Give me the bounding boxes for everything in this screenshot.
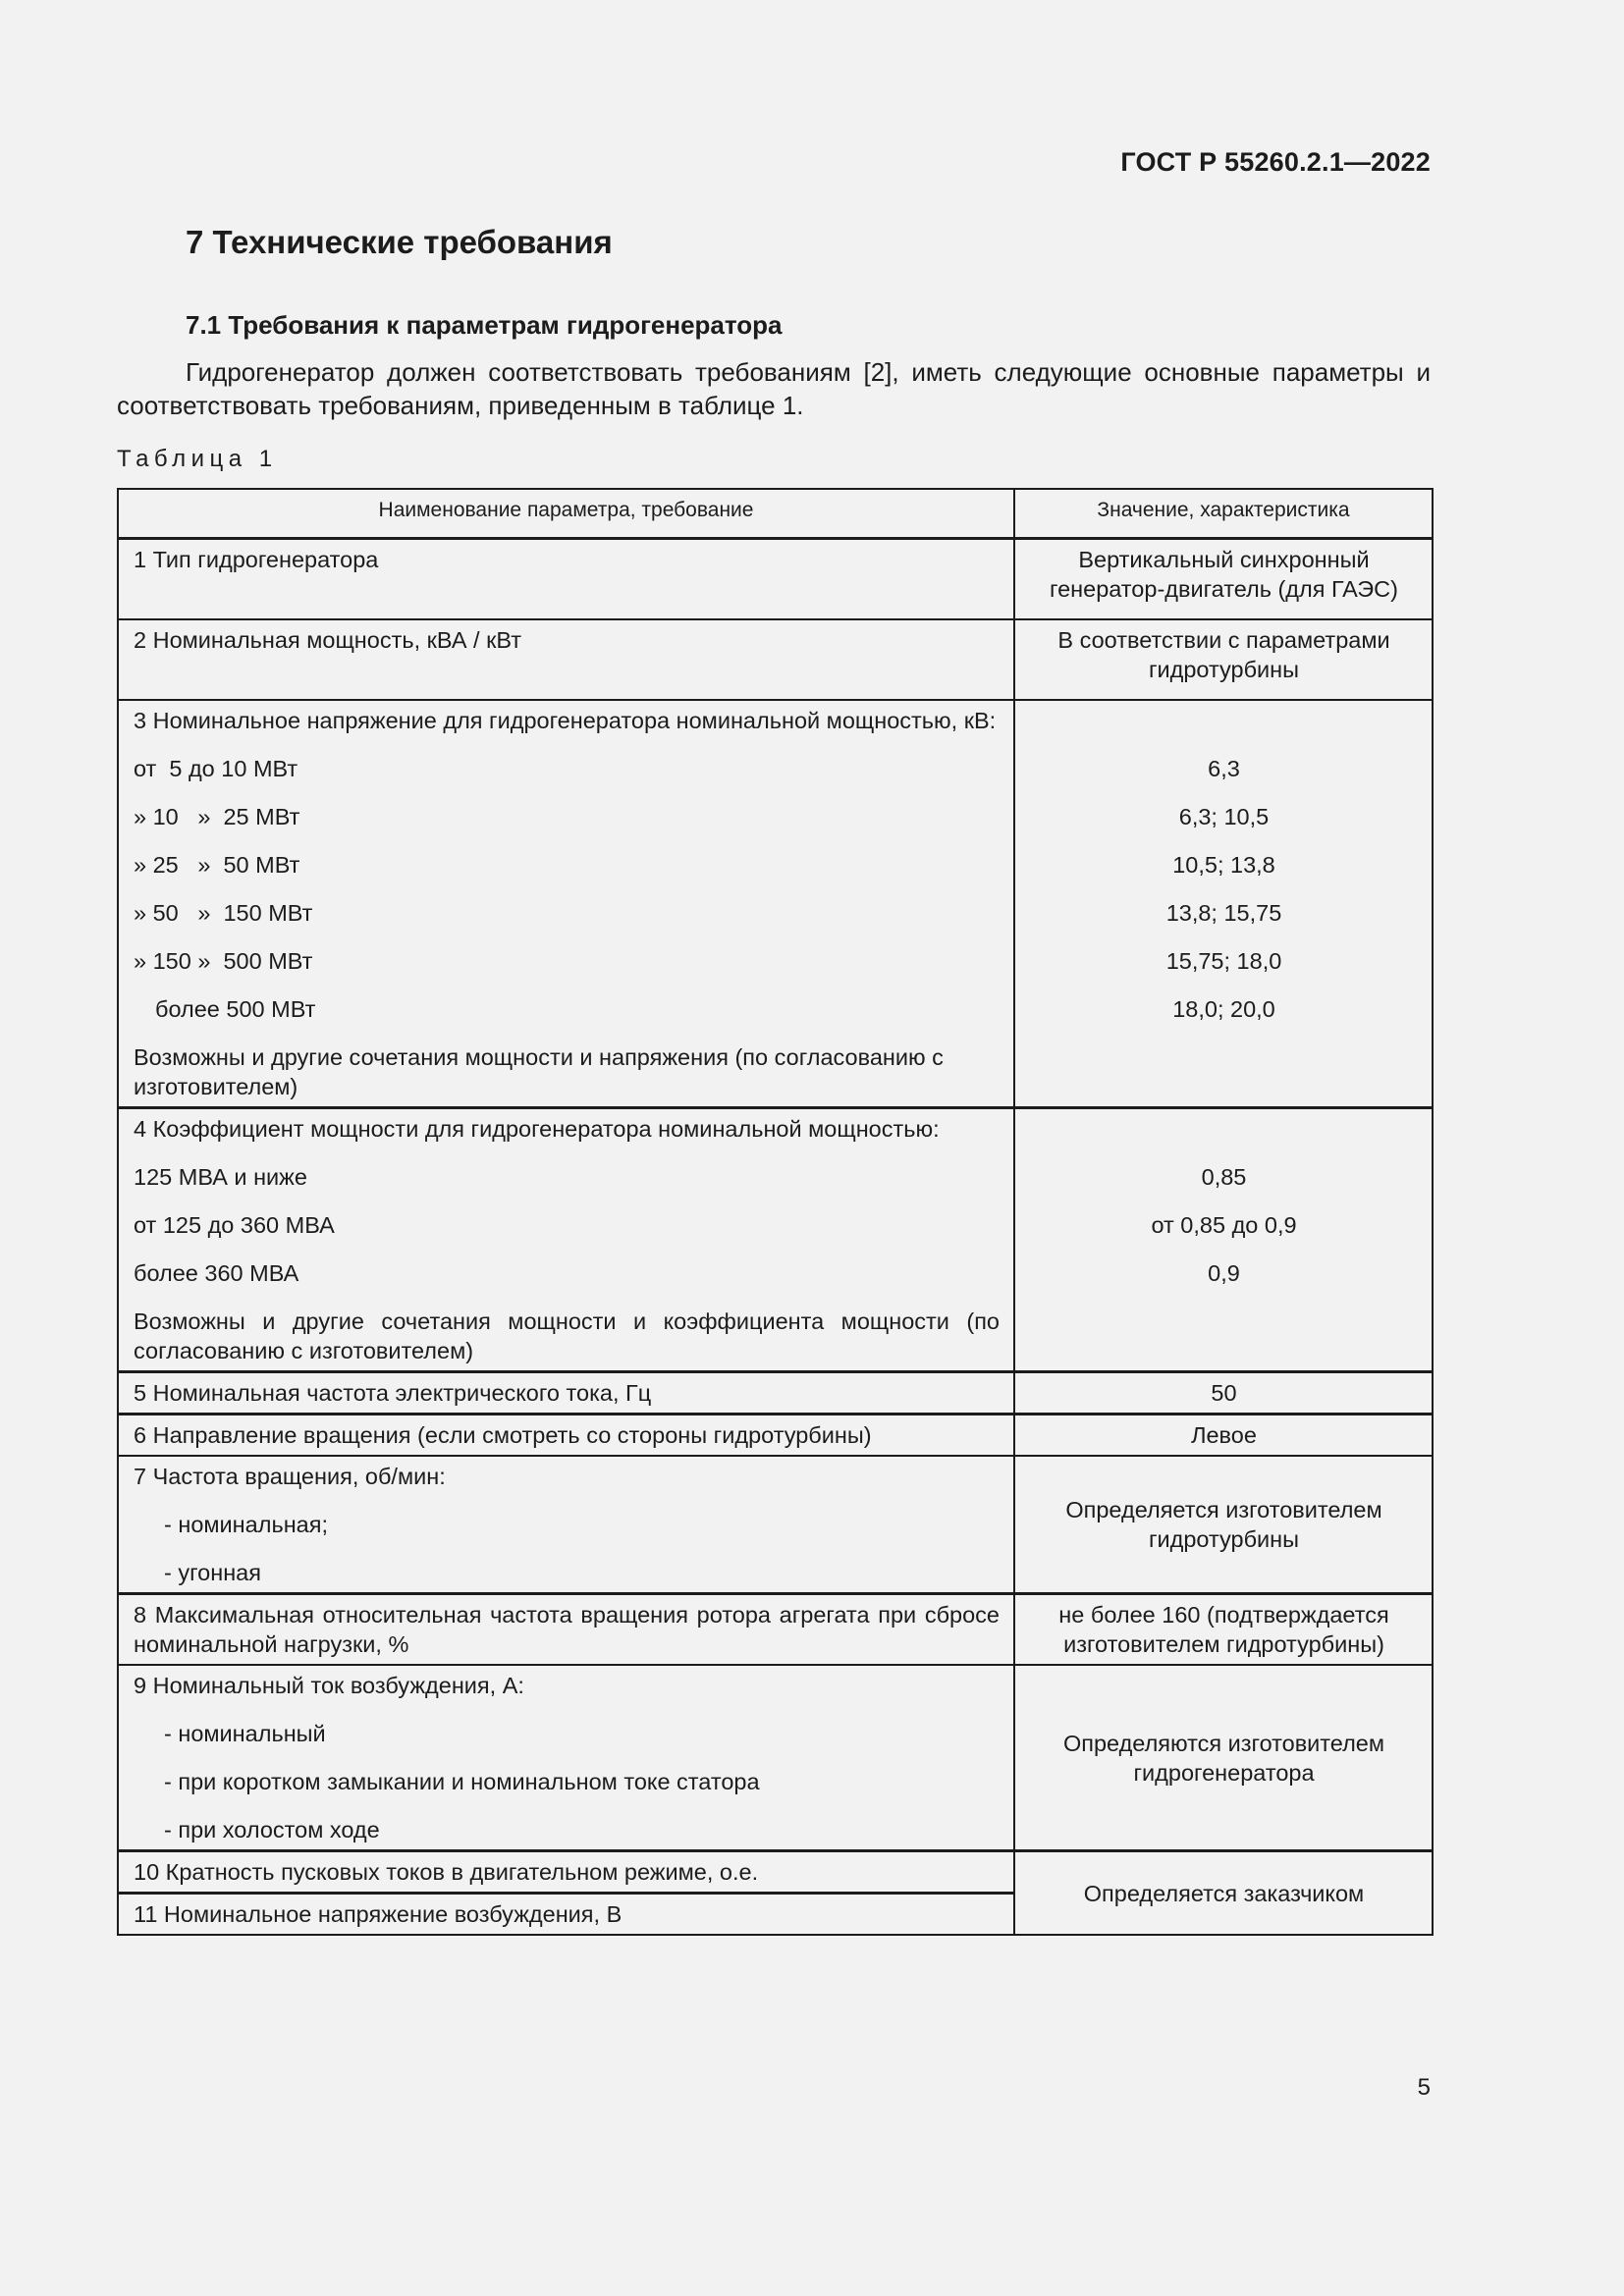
table-row [118,619,1433,700]
table-header-row [118,489,1433,539]
table-row [118,1594,1433,1666]
row-3-name [118,700,1014,1108]
row-1-value: Вертикальный синхронный генератор-двигатель (для ГАЭС) [1014,539,1433,620]
table-row [118,1372,1433,1415]
section-title: 7 Технические требования [186,224,613,260]
row-8-name: 8 Максимальная относительная частота вращения ротора агрегата при сбросе номинальной нагрузки, % [118,1594,1014,1666]
row-3-item-label: от 5 до 10 МВт [134,756,298,781]
row-8-value: не более 160 (подтверждается изготовителем гидротурбины) [1014,1594,1433,1666]
row-4-item-value: от 0,85 до 0,9 [1151,1212,1297,1238]
row-7-item: - номинальная; [164,1512,328,1537]
table-row [118,700,1433,1108]
row-3-item-label: » 50 » 150 МВт [134,900,313,926]
row-3-values [1014,700,1433,1108]
row-3-item-label: более 500 МВт [155,996,316,1022]
row-3-item-value: 15,75; 18,0 [1165,948,1282,974]
row-9-item: - при коротком замыкании и номинальном токе статора [164,1769,760,1794]
table-row [118,1665,1433,1851]
row-7-value: Определяется изготовителем гидротурбины [1014,1456,1433,1594]
row-9-name [118,1665,1014,1851]
row-6-name: 6 Направление вращения (если смотреть со стороны гидротурбины) [118,1415,1014,1457]
row-4-title: 4 Коэффициент мощности для гидрогенератора номинальной мощностью: [134,1116,940,1142]
row-3-item-value: 6,3; 10,5 [1178,804,1270,829]
row-11-name: 11 Номинальное напряжение возбуждения, В [118,1894,1014,1936]
document-code: ГОСТ Р 55260.2.1—2022 [1120,147,1431,177]
table-row [118,1108,1433,1372]
row-9-item: - при холостом ходе [164,1817,380,1842]
table-row [118,1456,1433,1594]
row-3-item-label: » 10 » 25 МВт [134,804,300,829]
table-caption: Таблица 1 [117,446,278,472]
row-5-value: 50 [1014,1372,1433,1415]
subsection-title: 7.1 Требования к параметрам гидрогенератора [186,310,783,340]
row-4-name [118,1108,1014,1372]
row-4-item-value: 0,9 [1208,1260,1240,1286]
row-3-item-value: 6,3 [1208,756,1240,781]
row-3-item-label: » 25 » 50 МВт [134,852,300,878]
row-3-note: Возможны и другие сочетания мощности и напряжения (по согласованию с изготовителем) [134,1044,944,1099]
table-row [118,1415,1433,1457]
parameters-table [117,488,1434,1936]
row-3-item-label: » 150 » 500 МВт [134,948,313,974]
row-2-value: В соответствии с параметрами гидротурбины [1014,619,1433,700]
table-row [118,1851,1433,1894]
row-10-name: 10 Кратность пусковых токов в двигательном режиме, о.е. [118,1851,1014,1894]
table-row [118,539,1433,620]
row-4-note: Возможны и другие сочетания мощности и коэффициента мощности (по согласованию с изготовителем) [134,1308,1000,1363]
row-3-item-value: 13,8; 15,75 [1165,900,1282,926]
row-3-item-value: 10,5; 13,8 [1172,852,1275,878]
page-number: 5 [1417,2074,1431,2101]
row-4-item-value: 0,85 [1201,1164,1247,1190]
row-1-name: 1 Тип гидрогенератора [118,539,1014,620]
row-4-values [1014,1108,1433,1372]
row-3-item-value: 18,0; 20,0 [1172,996,1275,1022]
row-4-item-label: от 125 до 360 МВА [134,1212,335,1238]
row-9-value: Определяются изготовителем гидрогенератора [1014,1665,1433,1851]
row-9-title: 9 Номинальный ток возбуждения, А: [134,1673,524,1698]
row-5-name: 5 Номинальная частота электрического тока, Гц [118,1372,1014,1415]
row-6-value: Левое [1014,1415,1433,1457]
row-9-item: - номинальный [164,1721,326,1746]
column-header-value: Значение, характеристика [1014,489,1433,539]
row-4-item-label: 125 МВА и ниже [134,1164,307,1190]
row-7-item: - угонная [164,1560,261,1585]
row-10-11-value: Определяется заказчиком [1014,1851,1433,1936]
row-3-title: 3 Номинальное напряжение для гидрогенератора номинальной мощностью, кВ: [134,708,997,733]
column-header-parameter: Наименование параметра, требование [118,489,1014,539]
row-2-name: 2 Номинальная мощность, кВА / кВт [118,619,1014,700]
row-4-item-label: более 360 МВА [134,1260,299,1286]
row-7-title: 7 Частота вращения, об/мин: [134,1464,446,1489]
intro-paragraph: Гидрогенератор должен соответствовать требованиям [2], иметь следующие основные параметры и соответствовать требованиям, приведенным в таблице 1. [117,357,1431,420]
row-7-name [118,1456,1014,1594]
